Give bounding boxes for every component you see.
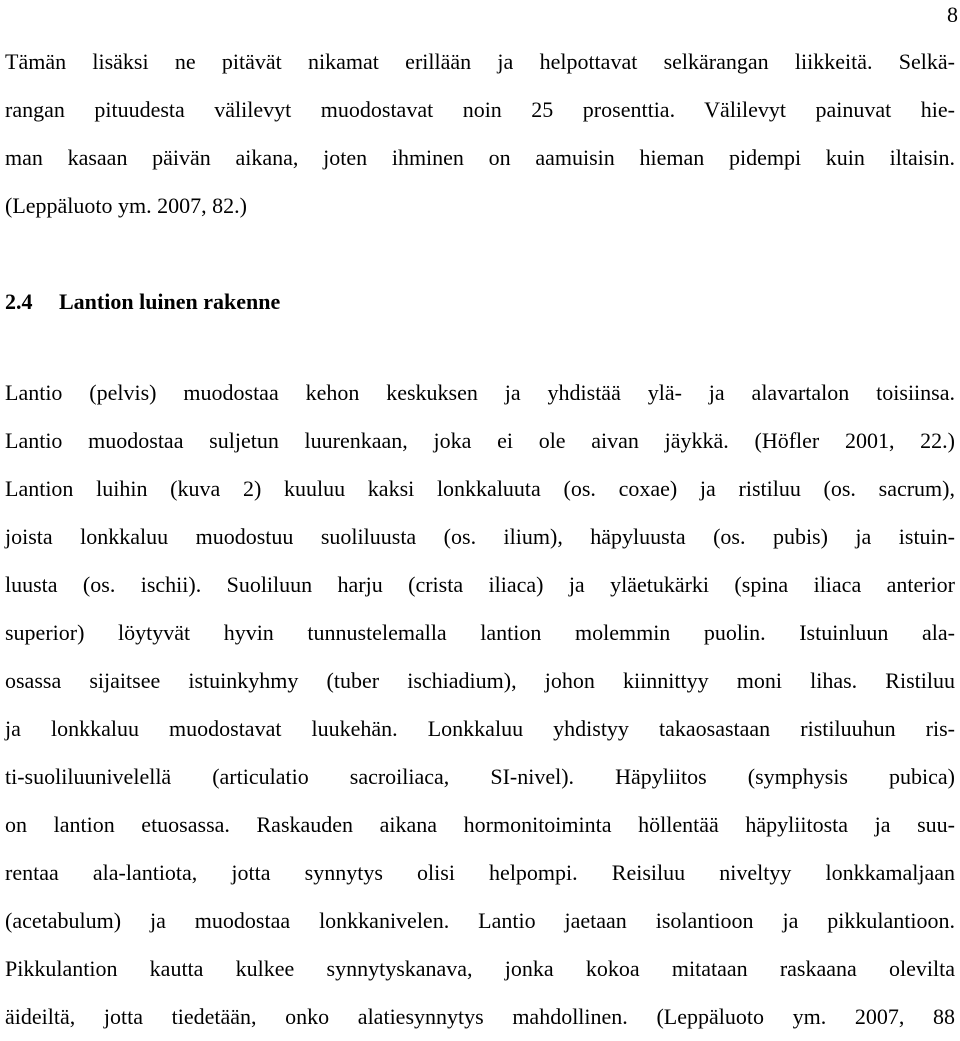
text-line: (Leppäluoto ym. 2007, 82.) [5,193,247,218]
text-line: man kasaan päivän aikana, joten ihminen on aamuisin hieman pidempi kuin iltaisin. [5,145,955,170]
text-line: Pikkulantion kautta kulkee synnytyskanava, jonka kokoa mitataan raskaana olevilta [5,956,955,981]
text-line: on lantion etuosassa. Raskauden aikana hormonitoiminta höllentää häpyliitosta ja suu- [5,812,955,837]
section-title: Lantion luinen rakenne [59,289,281,314]
text-line: rentaa ala-lantiota, jotta synnytys olisi helpompi. Reisiluu niveltyy lonkkamaljaan [5,860,955,885]
section-number: 2.4 [5,289,33,314]
text-line: superior) löytyvät hyvin tunnustelemalla lantion molemmin puolin. Istuinluun ala- [5,620,955,645]
section-heading [5,278,280,326]
text-line: rangan pituudesta välilevyt muodostavat noin 25 prosenttia. Välilevyt painuvat hie- [5,97,955,122]
text-line: Lantio (pelvis) muodostaa kehon keskuksen ja yhdistää ylä- ja alavartalon toisiinsa. [5,380,955,405]
text-line: ti-suoliluunivelellä (articulatio sacroiliaca, SI-nivel). Häpyliitos (symphysis pubica) [5,764,955,789]
text-line: ja lonkkaluu muodostavat luukehän. Lonkkaluu yhdistyy takaosastaan ristiluuhun ris- [5,716,955,741]
text-line: joista lonkkaluu muodostuu suoliluusta (os. ilium), häpyluusta (os. pubis) ja istuin- [5,524,955,549]
page-number: 8 [947,2,958,27]
text-line: Tämän lisäksi ne pitävät nikamat erillään ja helpottavat selkärangan liikkeitä. Selkä- [5,49,955,74]
paragraph-intro [5,38,955,230]
paragraph-pelvis [5,369,955,1041]
text-line: luusta (os. ischii). Suoliluun harju (crista iliaca) ja yläetukärki (spina iliaca anterior [5,572,955,597]
text-line: osassa sijaitsee istuinkyhmy (tuber ischiadium), johon kiinnittyy moni lihas. Ristiluu [5,668,955,693]
text-line: Lantion luihin (kuva 2) kuuluu kaksi lonkkaluuta (os. coxae) ja ristiluu (os. sacrum), [5,476,955,501]
text-line: Lantio muodostaa suljetun luurenkaan, joka ei ole aivan jäykkä. (Höfler 2001, 22.) [5,428,955,453]
text-line: äideiltä, jotta tiedetään, onko alatiesynnytys mahdollinen. (Leppäluoto ym. 2007, 88 [5,1004,955,1029]
text-line: (acetabulum) ja muodostaa lonkkanivelen. Lantio jaetaan isolantioon ja pikkulantioon. [5,908,955,933]
